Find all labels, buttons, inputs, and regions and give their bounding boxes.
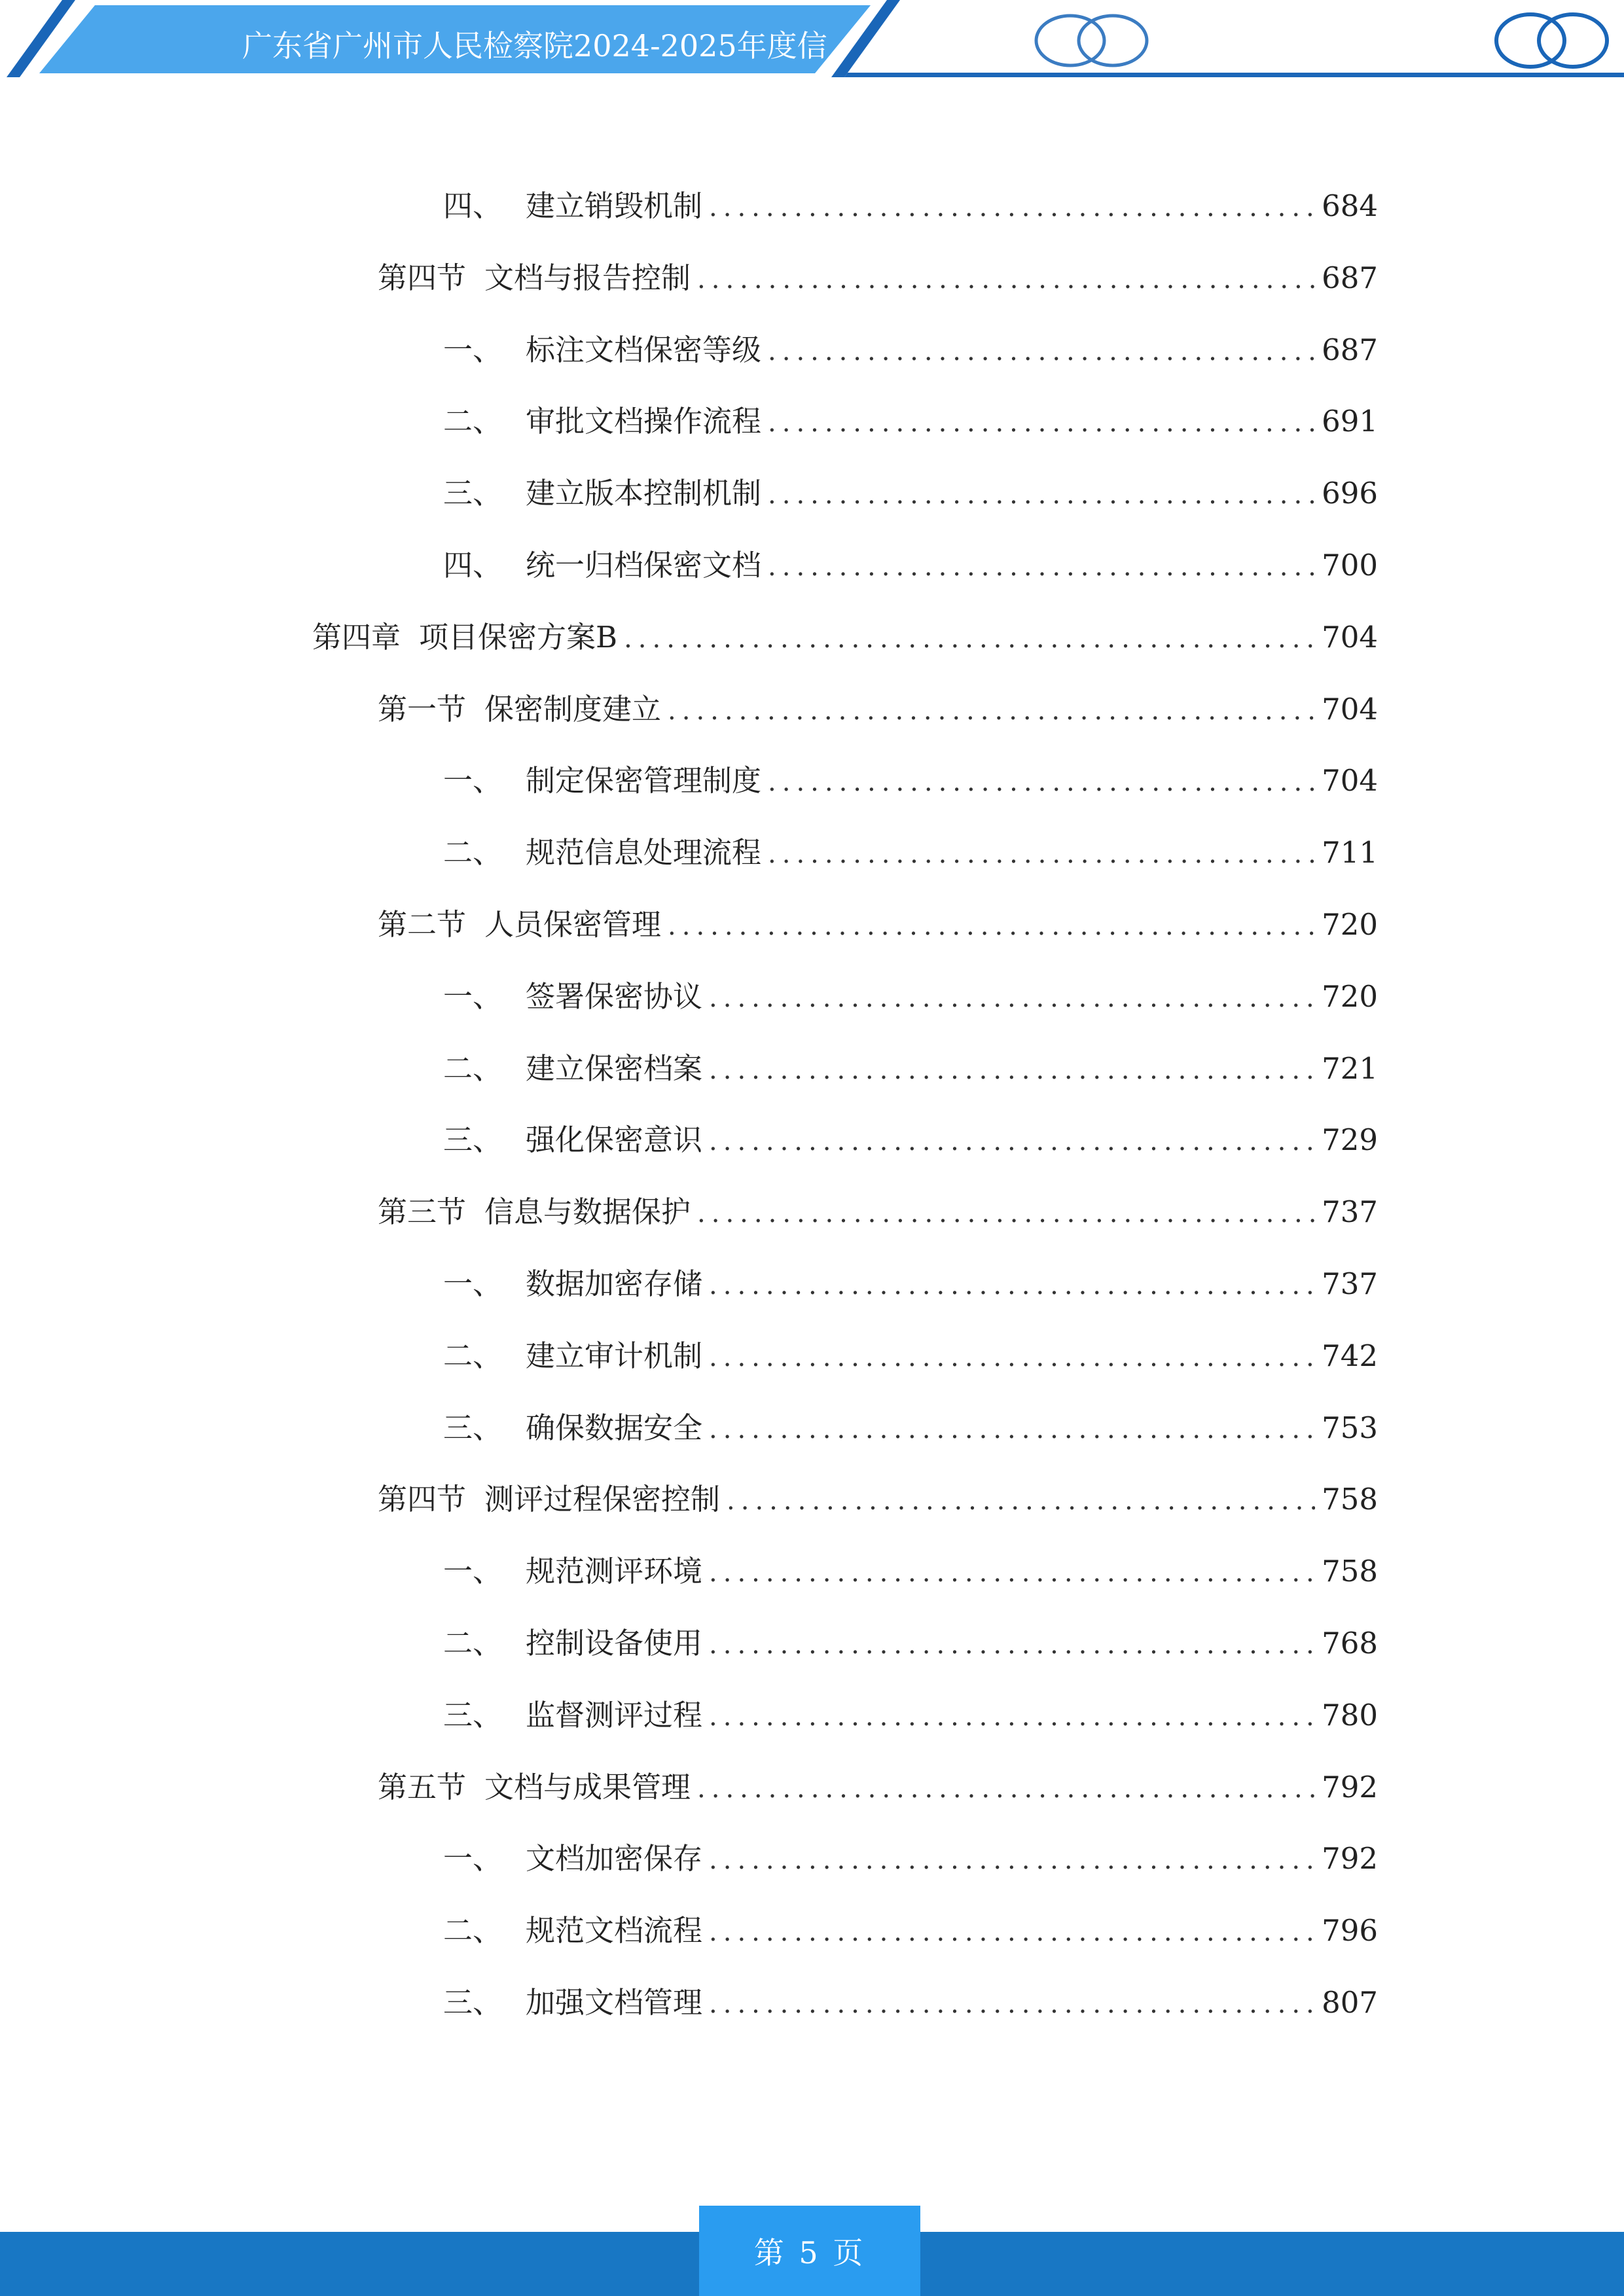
page-number-badge [699,2206,920,2296]
toc-entry-page: 720 [1322,978,1378,1014]
toc-entry-title: 建立保密档案 [526,1050,703,1086]
toc-entry-number: 第四章 [312,619,401,655]
toc-entry-title: 统一归档保密文档 [526,548,762,583]
toc-entry-title: 规范文档流程 [526,1913,703,1948]
toc-leader-dots [709,185,1315,230]
toc-entry-number: 第二节 [378,907,467,942]
toc-entry-page: 729 [1322,1122,1378,1158]
toc-entry[interactable] [443,1046,1378,1092]
toc-entry-number: 三、 [443,1122,503,1158]
toc-entry-page: 684 [1322,188,1378,223]
toc-entry-page: 704 [1322,691,1378,726]
toc-entry-title: 数据加密存储 [526,1266,703,1301]
header-rings-logo [1496,14,1607,67]
toc-entry-title: 标注文档保密等级 [526,332,762,367]
toc-entry-number: 二、 [443,1626,503,1660]
toc-leader-dots [709,1550,1315,1596]
toc-entry[interactable] [443,543,1378,588]
toc-entry[interactable] [443,1405,1378,1451]
toc-entry-page: 753 [1322,1410,1378,1445]
toc-entry-page: 780 [1322,1697,1378,1732]
toc-entry-title: 文档与报告控制 [484,260,691,295]
toc-entry-number: 四、 [443,188,503,223]
toc-entry-number: 一、 [443,332,503,367]
toc-entry-title: 确保数据安全 [526,1410,703,1445]
toc-entry[interactable] [443,1117,1378,1163]
toc-entry[interactable] [443,830,1378,876]
toc-entry-title: 保密制度建立 [484,691,662,726]
toc-entry-page: 768 [1322,1626,1378,1660]
toc-entry-title: 信息与数据保护 [484,1194,691,1230]
toc-leader-dots [709,1909,1315,1955]
toc-entry-number: 三、 [443,1410,503,1445]
toc-entry[interactable] [443,1980,1378,2026]
toc-leader-dots [624,616,1315,662]
toc-entry-page: 687 [1322,332,1378,367]
toc-entry-page: 720 [1322,907,1378,942]
toc-entry-number: 二、 [443,404,503,439]
toc-entry-number: 三、 [443,1985,503,2020]
toc-leader-dots [727,1478,1315,1524]
toc-entry-number: 四、 [443,548,503,583]
toc-leader-dots [768,831,1315,877]
toc-entry-number: 一、 [443,1841,503,1876]
toc-entry-page: 700 [1322,548,1378,583]
toc-entry-title: 审批文档操作流程 [526,404,762,439]
toc-entry[interactable] [378,1189,1378,1235]
toc-entry-page: 742 [1322,1338,1378,1373]
toc-entry-number: 一、 [443,763,503,798]
toc-leader-dots [768,329,1315,374]
toc-entry-number: 第五节 [378,1769,467,1804]
toc-entry[interactable] [443,1333,1378,1379]
toc-leader-dots [709,1263,1315,1308]
toc-entry-title: 测评过程保密控制 [484,1482,721,1517]
toc-entry[interactable] [443,1836,1378,1882]
toc-entry-number: 第四节 [378,260,467,295]
toc-entry-title: 制定保密管理制度 [526,763,762,798]
toc-leader-dots [697,1191,1315,1236]
toc-entry-number: 第四节 [378,1482,467,1517]
toc-leader-dots [697,257,1315,302]
toc-entry-number: 第一节 [378,691,467,726]
toc-entry-title: 控制设备使用 [526,1626,703,1660]
toc-entry-title: 签署保密协议 [526,978,703,1014]
toc-entry-title: 建立版本控制机制 [526,476,762,511]
toc-entry-title: 文档与成果管理 [484,1769,691,1804]
toc-entry-page: 737 [1322,1266,1378,1301]
toc-entry[interactable] [378,902,1378,948]
toc-entry[interactable] [378,255,1378,301]
toc-leader-dots [709,975,1315,1021]
toc-entry-title: 建立销毁机制 [526,188,703,223]
toc-entry[interactable] [443,1549,1378,1594]
toc-entry[interactable] [443,471,1378,516]
toc-leader-dots [668,903,1315,949]
toc-entry-number: 三、 [443,476,503,511]
toc-entry-page: 737 [1322,1194,1378,1230]
toc-leader-dots [709,1407,1315,1452]
toc-entry-page: 696 [1322,476,1378,511]
toc-entry-page: 758 [1322,1482,1378,1517]
toc-entry-title: 规范测评环境 [526,1554,703,1589]
toc-leader-dots [768,400,1315,446]
toc-entry[interactable] [378,1477,1378,1522]
toc-entry[interactable] [443,399,1378,444]
toc-entry-number: 一、 [443,1554,503,1589]
toc-leader-dots [709,1335,1315,1380]
toc-entry-number: 一、 [443,978,503,1014]
toc-entry-title: 强化保密意识 [526,1122,703,1158]
toc-entry-number: 第三节 [378,1194,467,1230]
toc-entry-page: 792 [1322,1841,1378,1876]
toc-leader-dots [697,1766,1315,1812]
toc-entry-title: 项目保密方案B [419,619,618,655]
toc-entry[interactable] [443,974,1378,1020]
header-rings-faint [1036,16,1147,65]
toc-entry-page: 704 [1322,763,1378,798]
toc-entry-title: 加强文档管理 [526,1985,703,2020]
toc-entry-page: 807 [1322,1985,1378,2020]
toc-entry-page: 758 [1322,1554,1378,1589]
toc-entry[interactable] [443,1908,1378,1954]
toc-leader-dots [709,1694,1315,1740]
toc-entry-number: 二、 [443,835,503,870]
toc-entry[interactable] [443,183,1378,229]
toc-entry[interactable] [443,758,1378,804]
toc-entry[interactable] [443,327,1378,373]
toc-entry-number: 二、 [443,1913,503,1948]
toc-entry-number: 一、 [443,1266,503,1301]
toc-entry[interactable] [378,1765,1378,1810]
toc-entry-title: 监督测评过程 [526,1697,703,1732]
toc-entry-title: 建立审计机制 [526,1338,703,1373]
toc-entry-page: 796 [1322,1913,1378,1948]
toc-entry-page: 704 [1322,619,1378,655]
toc-leader-dots [668,688,1315,734]
page-header [0,0,1624,85]
toc-entry[interactable] [443,1693,1378,1738]
toc-entry[interactable] [312,615,1378,660]
toc-entry-title: 文档加密保存 [526,1841,703,1876]
toc-entry-page: 691 [1322,404,1378,439]
toc-leader-dots [709,1119,1315,1164]
toc-entry-title: 人员保密管理 [484,907,662,942]
toc-entry[interactable] [443,1261,1378,1307]
toc-leader-dots [768,472,1315,518]
toc-leader-dots [709,1981,1315,2027]
toc-leader-dots [709,1837,1315,1883]
toc-entry[interactable] [443,1621,1378,1666]
toc-entry[interactable] [378,687,1378,732]
toc-entry-page: 711 [1322,835,1378,870]
toc-entry-page: 721 [1322,1050,1378,1086]
page-number-label: 第 5 页 [753,2235,866,2270]
toc-leader-dots [709,1622,1315,1668]
toc-entry-title: 规范信息处理流程 [526,835,762,870]
toc-entry-page: 792 [1322,1769,1378,1804]
toc-leader-dots [709,1047,1315,1093]
toc-entry-number: 二、 [443,1050,503,1086]
toc-entry-number: 三、 [443,1697,503,1732]
toc-leader-dots [768,544,1315,590]
header-title: 广东省广州市人民检察院2024-2025年度信 [242,28,827,63]
toc-entry-number: 二、 [443,1338,503,1373]
toc-entry-page: 687 [1322,260,1378,295]
toc-leader-dots [768,759,1315,805]
